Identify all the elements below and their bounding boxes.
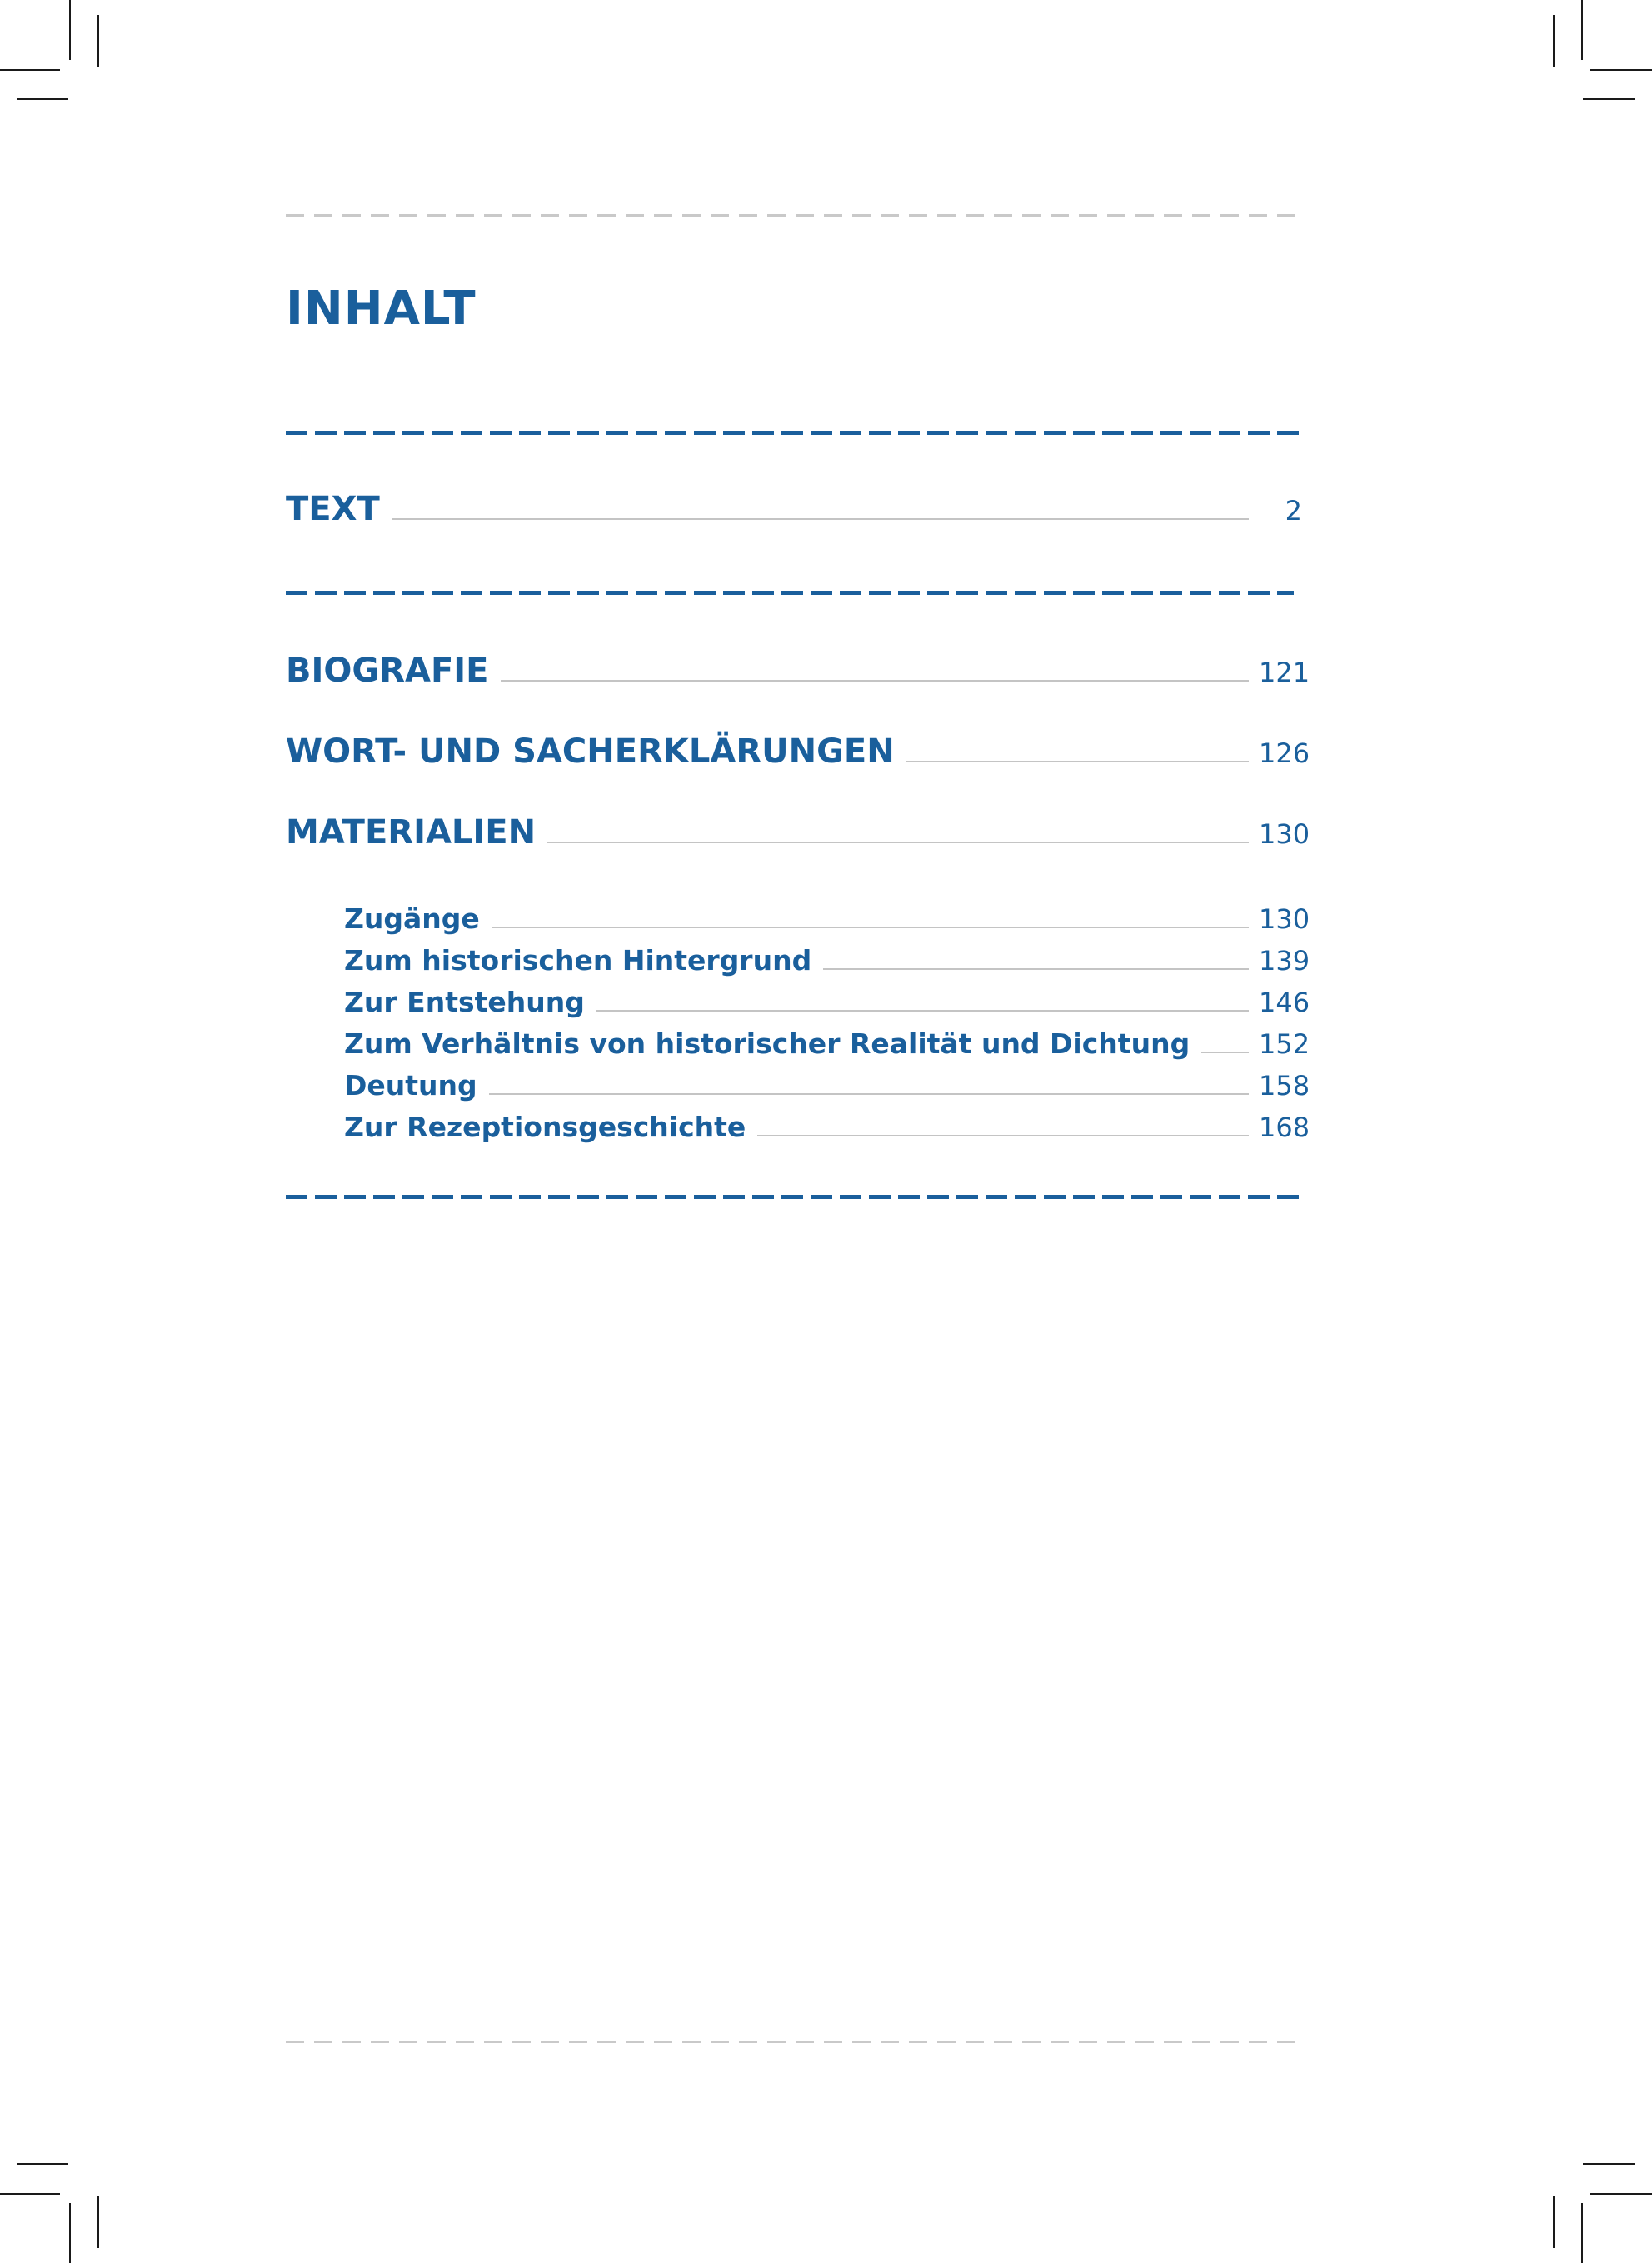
toc-page-number: 130 (1259, 818, 1310, 850)
crop-mark (1583, 2163, 1635, 2165)
toc-label: Zum historischen Hintergrund (344, 944, 812, 977)
crop-mark (97, 2196, 99, 2248)
leader-line (1201, 1052, 1249, 1053)
toc-entry-biografie[interactable] (286, 652, 1310, 690)
toc-label: TEXT (286, 490, 380, 528)
page-title: INHALT (286, 282, 477, 336)
leader-line (501, 680, 1250, 682)
crop-mark (17, 2163, 68, 2165)
crop-mark (1553, 2196, 1555, 2248)
toc-page-number: 146 (1259, 987, 1310, 1018)
section-divider (286, 1195, 1300, 1199)
toc-label: MATERIALIEN (286, 813, 537, 852)
toc-label: Deutung (344, 1069, 477, 1102)
crop-mark (1581, 2203, 1583, 2263)
leader-line (757, 1135, 1249, 1136)
crop-mark (1590, 69, 1652, 71)
toc-label: Zur Rezeptionsgeschichte (344, 1111, 746, 1143)
toc-subentry[interactable] (344, 986, 1310, 1018)
toc-page-number: 121 (1259, 657, 1310, 688)
toc-page-number: 139 (1259, 945, 1310, 977)
leader-line (392, 518, 1249, 520)
leader-line (823, 968, 1249, 970)
toc-subentry[interactable] (344, 944, 1310, 977)
toc-entry-wort-und-sacherklaerungen[interactable] (286, 732, 1310, 771)
crop-mark (1590, 2193, 1652, 2195)
crop-mark (1583, 98, 1635, 100)
toc-label: Zugänge (344, 902, 480, 935)
toc-page-number: 130 (1259, 903, 1310, 935)
crop-mark (0, 69, 60, 71)
toc-page-number: 168 (1259, 1112, 1310, 1143)
toc-label: Zur Entstehung (344, 986, 585, 1018)
crop-mark (1581, 0, 1583, 60)
bottom-divider (286, 2041, 1300, 2043)
crop-mark (97, 15, 99, 67)
crop-mark (17, 98, 68, 100)
toc-subentry[interactable] (344, 1027, 1310, 1060)
toc-label: Zum Verhältnis von historischer Realität und Dichtung (344, 1027, 1190, 1060)
toc-page-number: 126 (1259, 737, 1310, 769)
toc-subentry[interactable] (344, 1111, 1310, 1143)
leader-line (492, 927, 1249, 928)
leader-line (906, 761, 1249, 762)
toc-label: WORT- UND SACHERKLÄRUNGEN (286, 732, 895, 771)
toc-page-number: 2 (1285, 495, 1302, 527)
crop-mark (69, 0, 71, 60)
section-divider (286, 431, 1300, 435)
toc-entry-text[interactable] (286, 490, 1302, 528)
leader-line (596, 1010, 1249, 1012)
toc-label: BIOGRAFIE (286, 652, 489, 690)
top-divider (286, 214, 1300, 217)
toc-subentry[interactable] (344, 902, 1310, 935)
toc-subentry[interactable] (344, 1069, 1310, 1102)
crop-mark (0, 2193, 60, 2195)
crop-mark (69, 2203, 71, 2263)
section-divider (286, 591, 1294, 595)
leader-line (489, 1093, 1249, 1095)
crop-mark (1553, 15, 1555, 67)
toc-page-number: 158 (1259, 1070, 1310, 1102)
toc-entry-materialien[interactable] (286, 813, 1310, 852)
toc-page-number: 152 (1259, 1028, 1310, 1060)
leader-line (547, 842, 1249, 843)
